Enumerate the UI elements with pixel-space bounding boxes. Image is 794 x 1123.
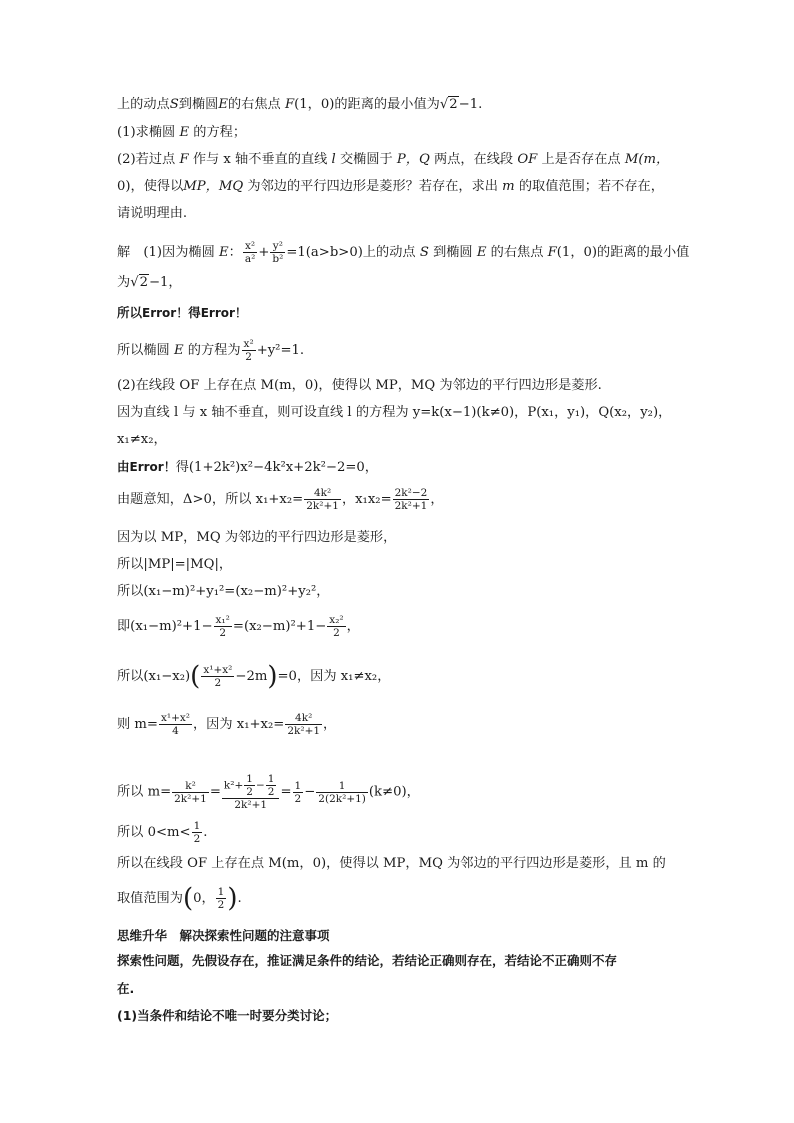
text: ， (346, 619, 360, 634)
solution-line-12 (117, 584, 329, 600)
text: ， (323, 717, 337, 732)
text: 得 (188, 305, 201, 320)
fraction (316, 780, 368, 805)
radicand: 2 (139, 275, 148, 290)
den: 2 (246, 786, 253, 798)
num: 1 (193, 820, 201, 832)
text: 在. (117, 981, 135, 996)
radicand: 2 (449, 97, 458, 112)
text: (2)在线段 OF 上存在点 M(m，0)，使得以 MP，MQ 为邻边的平行四边形是菱形. (117, 378, 602, 393)
text: 所以 (117, 305, 143, 320)
den: 2k²+1 (394, 500, 428, 512)
sym: S (419, 245, 429, 260)
solution-line-9 (117, 487, 444, 512)
den: 2(2k²+1) (318, 792, 366, 805)
sym: OF (517, 152, 538, 167)
den: b² (272, 253, 284, 265)
fraction (266, 773, 277, 798)
right-paren: ) (227, 883, 238, 914)
text: 交椭圆于 (339, 152, 393, 167)
num: 1 (267, 773, 275, 785)
num: y² (272, 240, 283, 252)
num: x₂² (329, 614, 344, 626)
den: 2k²+1 (306, 500, 339, 512)
solution-line-16 (117, 773, 420, 811)
text: (k≠0)， (368, 784, 420, 800)
sym: F (179, 152, 189, 167)
text: 由题意知，Δ>0，所以 x₁+x₂= (117, 492, 304, 507)
text: 0)，使得以 (117, 179, 184, 194)
tips-line-2 (117, 981, 134, 997)
solution-line-2 (117, 275, 182, 291)
num: k² (185, 779, 196, 792)
fraction (243, 240, 257, 265)
sym: E (173, 343, 184, 358)
text: . (237, 891, 242, 906)
solution-line-8 (117, 459, 378, 476)
text: 到椭圆 (433, 245, 473, 260)
text: 为 (117, 275, 131, 290)
text: 两点，在线段 (433, 152, 514, 167)
text: 由 (117, 459, 130, 474)
den: 2 (294, 792, 302, 805)
problem-part-1 (117, 125, 246, 141)
sqrt: √2 (439, 97, 458, 112)
fraction (214, 614, 232, 639)
den: 2 (217, 899, 225, 911)
error-text: Error！ (129, 460, 176, 474)
num: x² (245, 240, 256, 252)
text: = (280, 784, 292, 800)
text: (1，0)的距离的最小值为 (294, 97, 440, 112)
right-paren: ) (267, 661, 278, 692)
text: k²+ (223, 779, 244, 792)
text: = (209, 784, 221, 800)
text: 探索性问题，先假设存在，推证满足条件的结论，若结论正确则存在，若结论不正确则不存 (117, 953, 618, 968)
sym: E (179, 125, 190, 140)
solution-line-6 (117, 405, 671, 421)
text: − (304, 784, 316, 800)
text: 上的动点 (117, 97, 170, 112)
sym: l (331, 152, 336, 167)
text: ，因为 x₁+x₂= (193, 717, 285, 732)
den: 2 (193, 833, 201, 845)
problem-part-2-cont (117, 179, 664, 195)
num: x₁² (215, 614, 230, 626)
text: (1，0)的距离的最小值 (556, 245, 690, 260)
text: 因为直线 l 与 x 轴不垂直，则可设直线 l 的方程为 y=k(x−1)(k≠0)，P(x₁，y₁)，Q(x₂，y₂)， (117, 405, 672, 420)
num: 2k²−2 (394, 487, 428, 499)
text: 所以|MP|=|MQ|， (117, 557, 233, 572)
fraction (293, 780, 304, 805)
text: 所以(x₁−m)²+y₁²=(x₂−m)²+y₂²， (117, 584, 330, 599)
text: 思维升华 解决探索性问题的注意事项 (117, 928, 330, 943)
text: 的方程为 (187, 343, 241, 358)
den: 2 (214, 626, 232, 639)
error-text: Error！ (142, 306, 189, 320)
sym: E (219, 245, 229, 260)
text: −1， (148, 275, 182, 290)
text: 请说明理由. (117, 206, 188, 221)
text: 所以 m= (117, 784, 172, 800)
solution-line-14 (117, 661, 391, 692)
solution-line-4 (117, 338, 304, 363)
num: x¹+x² (203, 664, 233, 676)
text: 因为以 MP，MQ 为邻边的平行四边形是菱形， (117, 530, 397, 545)
text: 即(x₁−m)²+1− (117, 619, 213, 634)
text: −1. (458, 97, 483, 112)
text: =0，因为 x₁≠x₂， (277, 669, 391, 684)
den: 2 (267, 786, 275, 798)
text: 所以在线段 OF 上存在点 M(m，0)，使得以 MP，MQ 为邻边的平行四边形是菱形，且 m 的 (117, 856, 666, 871)
text: 所以(x₁−x₂) (117, 669, 191, 684)
solution-line-13 (117, 614, 360, 639)
solution-line-10 (117, 530, 396, 546)
solution-line-3 (117, 305, 247, 322)
solution-line-1: 解 (1)因为椭圆 E： $\frac{\text{x²}}{\text{a²}}$ + $\frac{\text{y²}}{\text{b²}}$ =1(a>b>0)上的动点 S 到椭圆 E 的右焦点 F(1，0)的距离的最小值 (117, 240, 690, 265)
fraction (159, 712, 192, 737)
fraction (216, 886, 227, 911)
error-text: Error！ (200, 306, 247, 320)
sym: P，Q (396, 152, 430, 167)
sym: E (218, 97, 228, 112)
solution-line-18 (117, 856, 666, 872)
den: 4 (159, 724, 192, 737)
text: −2m (235, 669, 268, 684)
text: ， (430, 492, 444, 507)
num: 1 (338, 779, 346, 792)
text: 为邻边的平行四边形是菱形？若存在，求出 (247, 179, 498, 194)
sym: E (476, 245, 487, 260)
solution-line-17 (117, 820, 207, 845)
sym: MP，MQ (183, 179, 244, 194)
text: (1)当条件和结论不唯一时要分类讨论； (117, 1008, 338, 1023)
text: 解 (1)因为椭圆 (117, 245, 215, 260)
solution-line-7 (117, 432, 167, 448)
sym: M(m， (624, 152, 670, 167)
den: 2k²+1 (174, 792, 207, 805)
text: =1(a>b>0)上的动点 (286, 245, 416, 260)
fraction (201, 664, 234, 689)
den: 2k²+1 (222, 798, 280, 811)
fraction (244, 773, 255, 798)
num: 4k² (295, 712, 313, 724)
text: 所以 0<m< (117, 825, 191, 840)
fraction (393, 487, 430, 512)
num: x¹+x² (160, 712, 190, 724)
num: 1 (217, 886, 225, 898)
text: (1)求椭圆 (117, 125, 176, 140)
solution-line-5 (117, 378, 602, 394)
fraction (285, 712, 322, 737)
text: 取值范围为 (117, 891, 183, 906)
text: 的方程； (193, 125, 247, 140)
fraction (192, 820, 203, 845)
text: 上是否存在点 (541, 152, 621, 167)
sym: F (547, 245, 557, 260)
text: . (203, 825, 208, 840)
num: x² (243, 338, 254, 350)
sym: m (502, 179, 515, 194)
solution-line-19 (117, 883, 242, 914)
tips-heading (117, 928, 330, 944)
num (222, 773, 280, 798)
text: − (255, 779, 265, 792)
den: 2 (242, 350, 256, 363)
fraction (172, 780, 209, 805)
text: 得(1+2k²)x²−4k²x+2k²−2=0， (175, 460, 378, 475)
den: 2 (201, 676, 234, 689)
problem-part-2-end (117, 206, 187, 222)
text: 作与 x 轴不垂直的直线 (192, 152, 328, 167)
text: 的右焦点 (228, 97, 281, 112)
text: 所以椭圆 (117, 343, 170, 358)
num: 4k² (313, 487, 332, 499)
fraction (270, 240, 285, 265)
fraction (222, 773, 280, 811)
sqrt: √2 (130, 275, 148, 290)
den: 2 (327, 626, 345, 639)
tips-line-1 (117, 953, 617, 969)
text: +y²=1. (256, 343, 305, 358)
sym: S (169, 97, 179, 112)
text: 0， (193, 891, 215, 906)
text: 的取值范围；若不存在， (518, 179, 664, 194)
left-paren: ( (190, 661, 201, 692)
solution-line-11 (117, 557, 232, 573)
text: 的右焦点 (490, 245, 544, 260)
fraction (304, 487, 341, 512)
fraction (242, 338, 256, 363)
tips-line-3 (117, 1008, 337, 1024)
text: ，x₁x₂= (341, 492, 392, 507)
num: 1 (294, 779, 302, 792)
den: a² (244, 253, 256, 265)
fraction (327, 614, 345, 639)
text: x₁≠x₂， (117, 432, 167, 447)
num: 1 (246, 773, 253, 785)
sym: F (284, 97, 295, 112)
text: 到椭圆 (178, 97, 219, 112)
problem-part-2 (117, 152, 669, 168)
den: 2k²+1 (287, 725, 321, 737)
left-paren: ( (182, 883, 194, 914)
text: (2)若过点 (117, 152, 176, 167)
text: 则 m= (117, 717, 158, 732)
solution-line-15 (117, 712, 336, 737)
text: =(x₂−m)²+1− (232, 619, 327, 634)
problem-line-1 (117, 97, 482, 113)
